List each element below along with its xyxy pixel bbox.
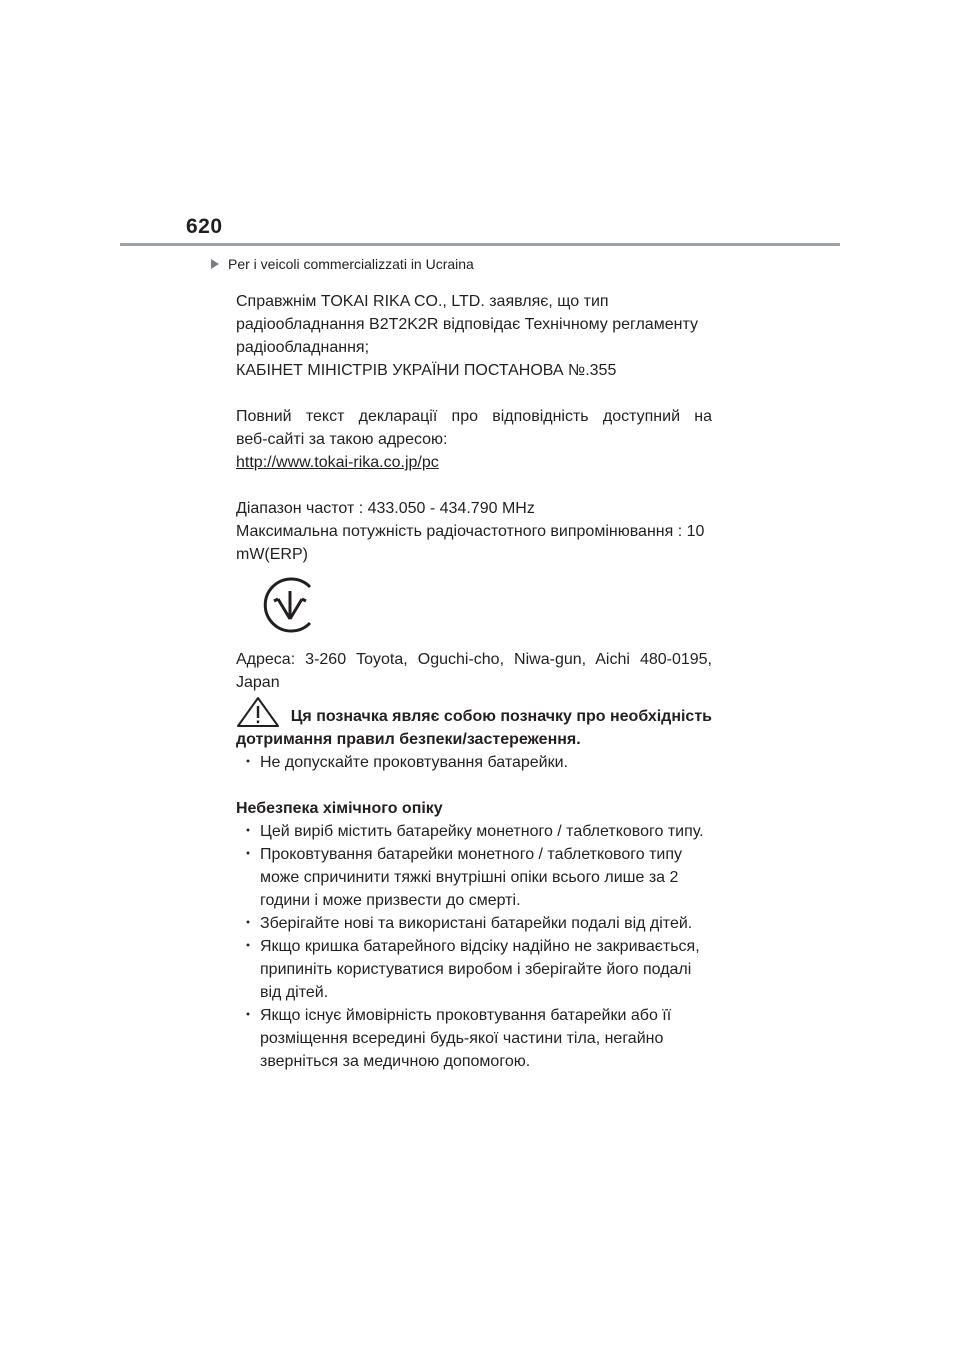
chemical-bullet-text: Проковтування батарейки монетного / таблеткового типу може спричинити тяжкі внутрішні опіки всього лише за 2 години і може призвести до смерті. [260,846,682,909]
max-power-line-1: Максимальна потужність радіочастотного випромінювання : 10 [236,523,705,540]
declaration-line-4: КАБІНЕТ МІНІСТРІВ УКРАЇНИ ПОСТАНОВА №.355 [236,362,617,379]
chemical-bullet-4 [236,935,712,1004]
bullet-mark: ･ [243,754,252,771]
declaration-url-link[interactable]: http://www.tokai-rika.co.jp/pc [236,454,439,471]
declaration-text-line-2: веб-сайті за такою адресою: [236,431,448,448]
bullet-mark: ･ [243,823,252,840]
chemical-burn-heading: Небезпека хімічного опіку [236,800,443,817]
chemical-bullet-5 [236,1004,712,1073]
warning-triangle-icon [236,696,280,728]
chemical-bullet-text: Якщо кришка батарейного відсіку надійно не закривається, припиніть користуватися виробом і зберігайте його подалі від дітей. [260,938,700,1001]
bullet-mark: ･ [243,915,252,932]
declaration-line-3: радіообладнання; [236,339,370,356]
warning-text-line-1: Ця позначка являє собою позначку про необхідність [290,708,712,725]
chemical-bullet-2 [236,843,712,912]
section-heading-text: Per i veicoli commercializzati in Ucraina [228,256,474,272]
max-power-line-2: mW(ERP) [236,546,308,563]
address-line-1: Адреса: 3-260 Toyota, Oguchi-cho, Niwa-gun, Aichi 480-0195, [236,651,712,668]
bullet-mark: ･ [243,938,252,955]
warning-text-line-2: дотримання правил безпеки/застереження. [236,731,581,748]
frequency-range: Діапазон частот : 433.050 - 434.790 MHz [236,500,535,517]
document-body [236,290,712,1073]
chemical-bullet-text: Якщо існує ймовірність проковтування батарейки або її розміщення всередині будь-якої частини тіла, негайно зверніться за медичною допомогою. [260,1007,672,1070]
declaration-line-2: радіообладнання B2T2K2R відповідає Технічному регламенту [236,316,698,333]
section-heading [211,256,474,272]
chemical-bullet-text: Цей виріб містить батарейку монетного / таблеткового типу. [260,823,704,840]
chemical-bullet-3 [236,912,712,935]
page-number: 620 [186,215,223,238]
chemical-bullet-text: Зберігайте нові та використані батарейки подалі від дітей. [260,915,693,932]
warning-bullet [236,751,712,774]
address-line-2: Japan [236,674,280,691]
warning-bullet-text: Не допускайте проковтування батарейки. [260,754,568,771]
ukraine-conformity-mark-icon [260,575,320,635]
bullet-mark: ･ [243,1007,252,1024]
triangle-right-icon [211,259,219,269]
declaration-line-1: Справжнім TOKAI RIKA CO., LTD. заявляє, що тип [236,293,609,310]
chemical-bullet-1 [236,820,712,843]
header-rule [120,243,840,246]
warning-line-1 [236,696,712,728]
declaration-text-line-1: Повний текст декларації про відповідність доступний на [236,408,712,425]
bullet-mark: ･ [243,846,252,863]
